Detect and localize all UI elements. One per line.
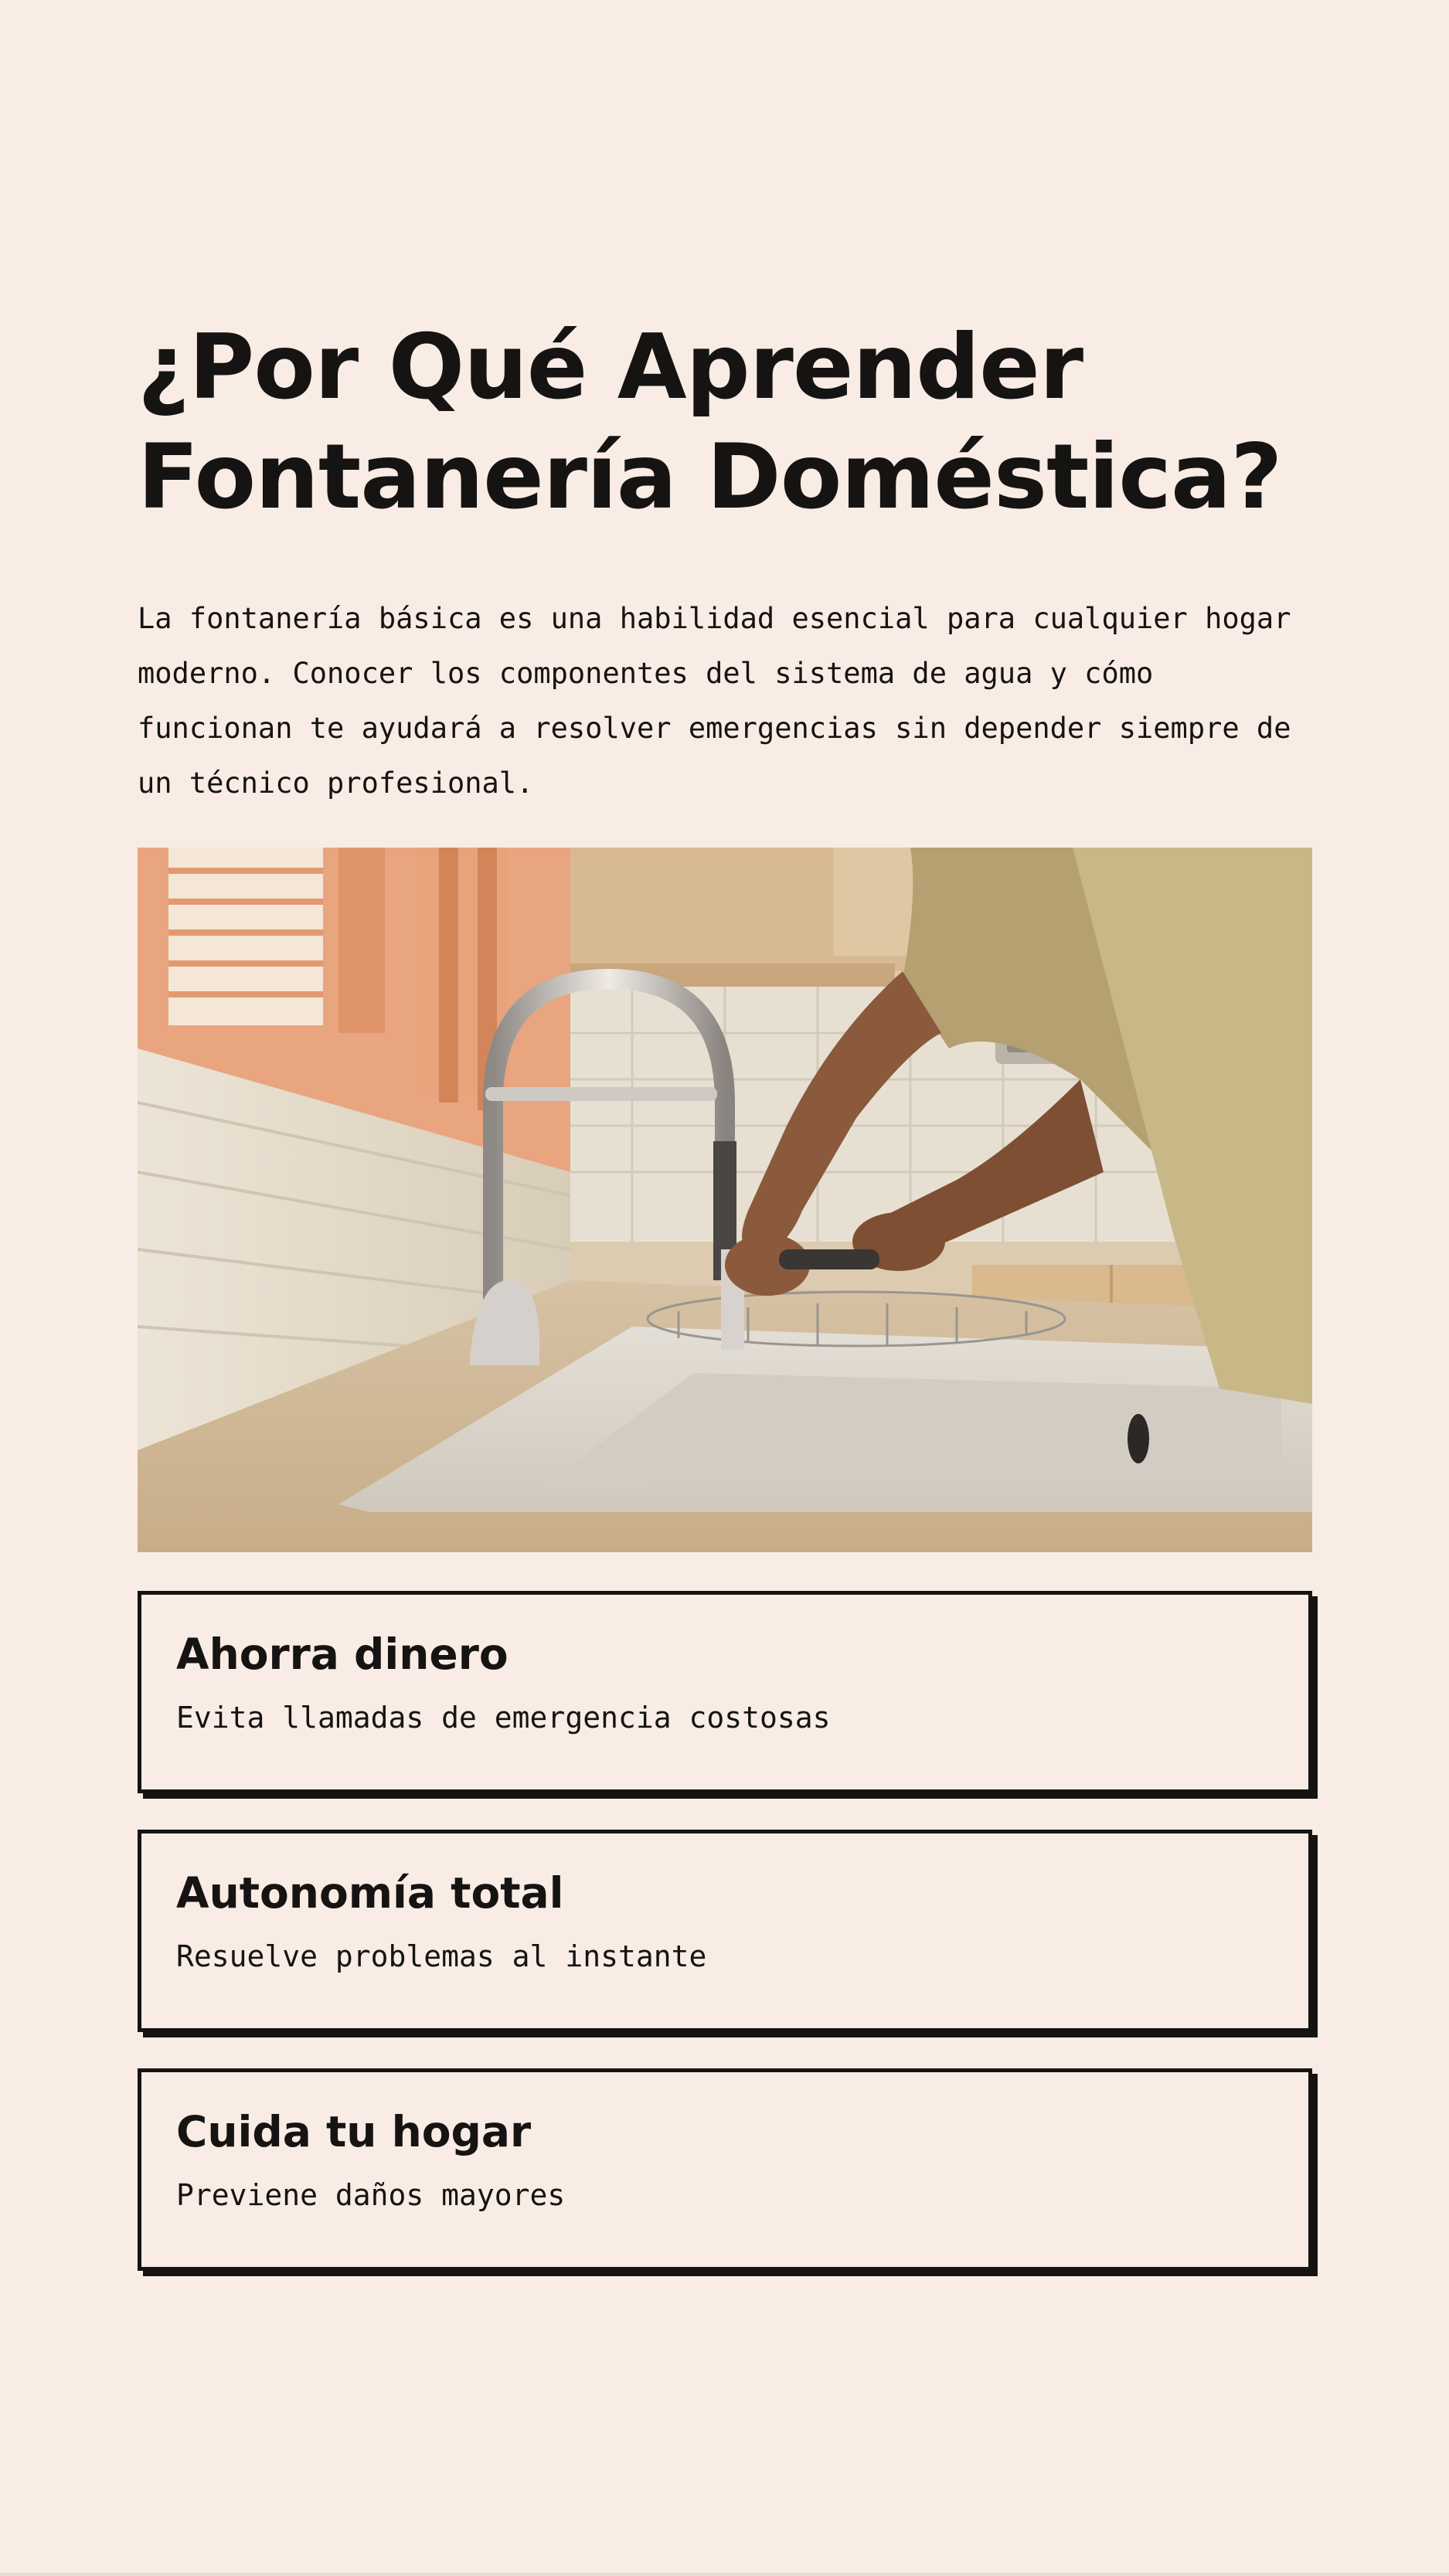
benefit-card-title: Cuida tu hogar [176, 2107, 532, 2156]
kitchen-sink-illustration [138, 848, 1312, 1552]
benefit-card-text: Resuelve problemas al instante [176, 1939, 707, 1973]
benefit-card-title: Autonomía total [176, 1868, 564, 1918]
benefit-card-save-money [138, 1591, 1312, 1793]
page-bottom-divider [0, 2573, 1449, 2576]
benefit-card-text: Evita llamadas de emergencia costosas [176, 1701, 831, 1735]
intro-paragraph: La fontanería básica es una habilidad esencial para cualquier hogar moderno. Conocer los componentes del sistema de agua y cómo funcionan te ayudará a resolver emergencias sin depender siempre de un técnico profesional. [138, 602, 1291, 800]
benefit-card-autonomy [138, 1830, 1312, 2032]
page-content [138, 313, 1312, 2307]
kitchen-sink-photo [138, 848, 1312, 1552]
page-title-line-2: Fontanería Doméstica? [138, 425, 1282, 529]
page-title-line-1: ¿Por Qué Aprender [138, 315, 1083, 420]
benefit-cards [138, 1591, 1312, 2271]
benefit-card-home-care [138, 2068, 1312, 2271]
page-title [138, 313, 1312, 532]
benefit-card-title: Ahorra dinero [176, 1630, 509, 1679]
benefit-card-text: Previene daños mayores [176, 2178, 566, 2212]
